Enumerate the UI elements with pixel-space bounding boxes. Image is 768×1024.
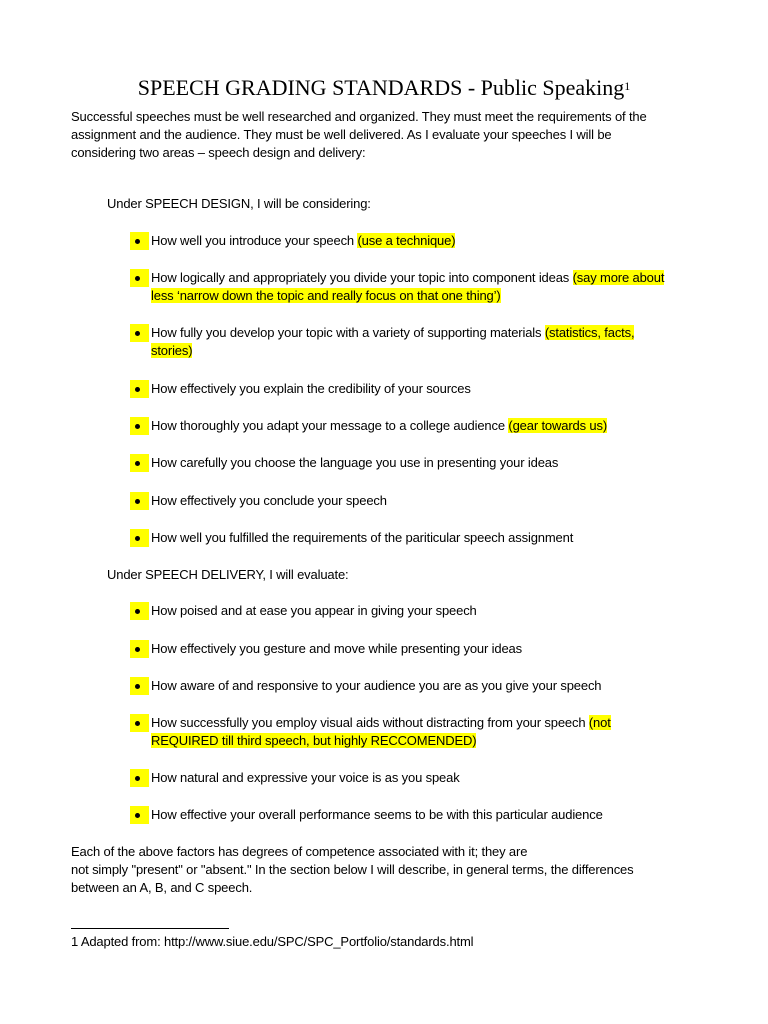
- list-item: [130, 677, 670, 695]
- bullet-icon: [130, 492, 149, 510]
- delivery-heading: Under SPEECH DELIVERY, I will evaluate:: [107, 567, 349, 582]
- item-main-text: How logically and appropriately you divide your topic into component ideas: [151, 270, 573, 285]
- list-item: [130, 269, 670, 305]
- item-main-text: How effectively you conclude your speech: [151, 493, 387, 508]
- item-text: [130, 232, 670, 250]
- footnote-divider: [71, 928, 229, 929]
- item-text: [130, 380, 670, 398]
- item-main-text: How poised and at ease you appear in giving your speech: [151, 603, 477, 618]
- list-item: [130, 324, 670, 360]
- list-item: [130, 640, 670, 658]
- page-title: [0, 74, 768, 102]
- list-item: [130, 232, 670, 250]
- bullet-icon: [130, 529, 149, 547]
- bullet-icon: [130, 324, 149, 342]
- bullet-icon: [130, 769, 149, 787]
- bullet-icon: [130, 417, 149, 435]
- design-heading: Under SPEECH DESIGN, I will be considering:: [107, 196, 371, 211]
- item-main-text: How thoroughly you adapt your message to a college audience: [151, 418, 509, 433]
- closing-line: between an A, B, and C speech.: [71, 880, 253, 895]
- intro-paragraph: [71, 108, 721, 162]
- list-item: [130, 380, 670, 398]
- item-note: (statistics, facts, stories): [151, 325, 635, 358]
- title-footnote-ref: 1: [624, 79, 631, 93]
- item-note: (say more about less ‘narrow down the topic and really focus on that one thing’): [151, 270, 665, 303]
- item-main-text: How effectively you gesture and move while presenting your ideas: [151, 641, 522, 656]
- item-text: [130, 806, 670, 824]
- intro-line: assignment and the audience. They must be well delivered. As I evaluate your speeches I will be: [71, 127, 612, 142]
- list-item: [130, 806, 670, 824]
- list-item: [130, 602, 670, 620]
- bullet-icon: [130, 454, 149, 472]
- bullet-icon: [130, 380, 149, 398]
- bullet-icon: [130, 602, 149, 620]
- item-main-text: How successfully you employ visual aids without distracting from your speech: [151, 715, 589, 730]
- footnote: 1 Adapted from: http://www.siue.edu/SPC/SPC_Portfolio/standards.html: [71, 934, 474, 949]
- list-item: [130, 492, 670, 510]
- item-main-text: How effective your overall performance seems to be with this particular audience: [151, 807, 603, 822]
- bullet-icon: [130, 269, 149, 287]
- intro-line: Successful speeches must be well researched and organized. They must meet the requirements of the: [71, 109, 647, 124]
- item-main-text: How aware of and responsive to your audience you are as you give your speech: [151, 678, 602, 693]
- list-item: [130, 714, 670, 750]
- closing-line: Each of the above factors has degrees of competence associated with it; they are: [71, 844, 528, 859]
- item-text: [130, 769, 670, 787]
- item-main-text: How effectively you explain the credibility of your sources: [151, 381, 471, 396]
- page-title-text: SPEECH GRADING STANDARDS - Public Speaking: [137, 75, 625, 100]
- item-text: [130, 529, 670, 547]
- bullet-icon: [130, 677, 149, 695]
- item-text: [130, 324, 670, 360]
- item-note: (gear towards us): [508, 418, 608, 433]
- item-text: [130, 677, 670, 695]
- item-main-text: How carefully you choose the language you use in presenting your ideas: [151, 455, 559, 470]
- item-main-text: How well you fulfilled the requirements of the pariticular speech assignment: [151, 530, 574, 545]
- item-main-text: How fully you develop your topic with a variety of supporting materials: [151, 325, 545, 340]
- list-item: [130, 454, 670, 472]
- item-text: [130, 492, 670, 510]
- bullet-icon: [130, 640, 149, 658]
- item-text: [130, 454, 670, 472]
- list-item: [130, 769, 670, 787]
- item-note: (not REQUIRED till third speech, but highly RECCOMENDED): [151, 715, 611, 748]
- item-text: [130, 602, 670, 620]
- item-main-text: How well you introduce your speech: [151, 233, 358, 248]
- closing-paragraph: [71, 843, 721, 897]
- bullet-icon: [130, 232, 149, 250]
- list-item: [130, 529, 670, 547]
- list-item: [130, 417, 670, 435]
- item-text: [130, 417, 670, 435]
- item-main-text: How natural and expressive your voice is as you speak: [151, 770, 460, 785]
- bullet-icon: [130, 714, 149, 732]
- item-text: [130, 714, 670, 750]
- item-text: [130, 269, 670, 305]
- item-note: (use a technique): [357, 233, 456, 248]
- item-text: [130, 640, 670, 658]
- closing-line: not simply "present" or "absent." In the section below I will describe, in general terms, the differences: [71, 862, 634, 877]
- intro-line: considering two areas – speech design and delivery:: [71, 145, 366, 160]
- bullet-icon: [130, 806, 149, 824]
